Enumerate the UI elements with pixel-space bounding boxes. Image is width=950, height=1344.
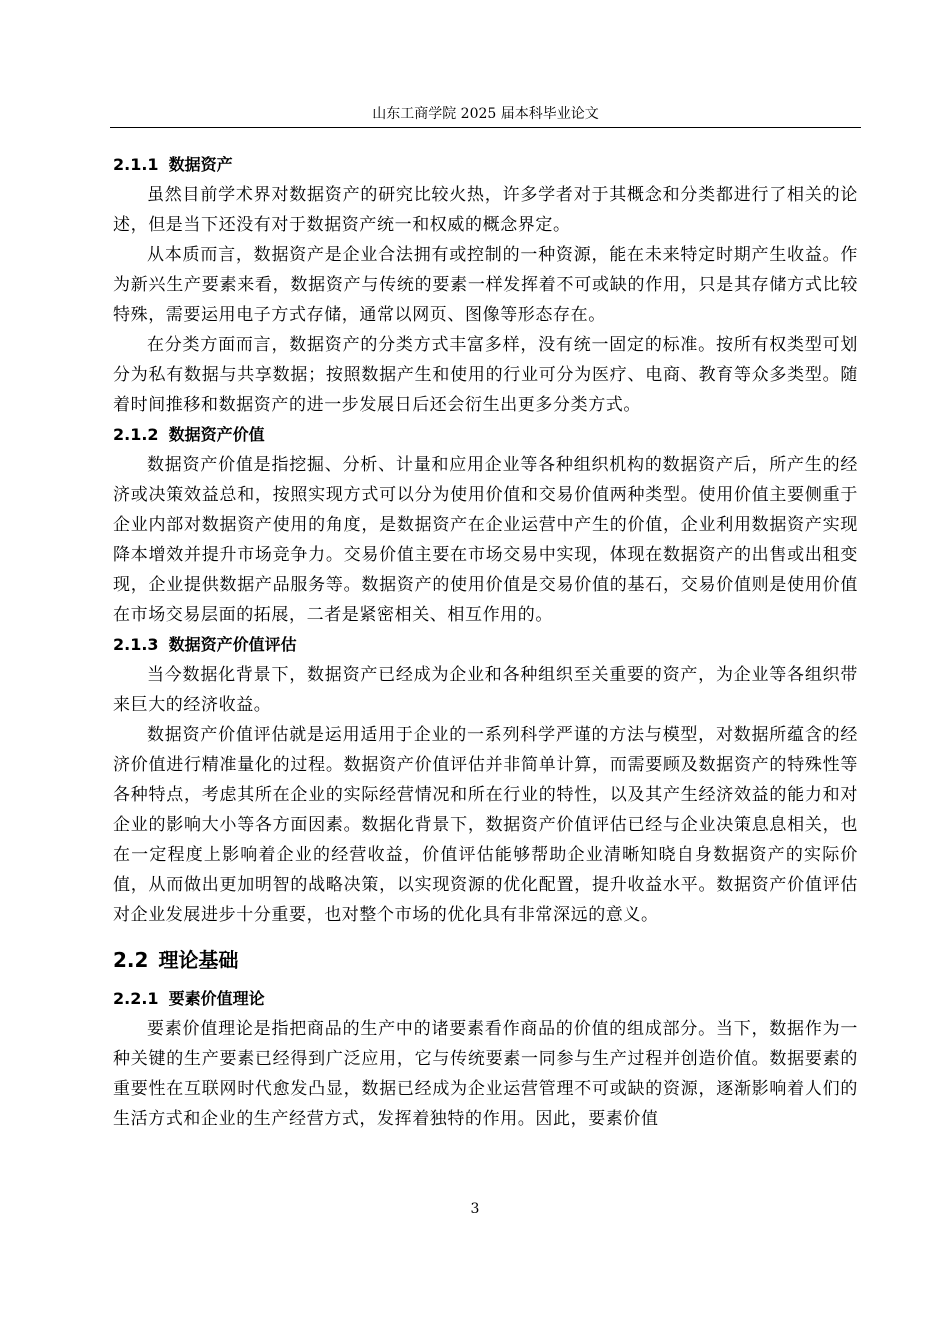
page-content bbox=[113, 150, 858, 1134]
heading-title: 数据资产价值 bbox=[168, 425, 265, 444]
heading-title: 数据资产价值评估 bbox=[168, 635, 297, 654]
paragraph: 数据资产价值是指挖掘、分析、计量和应用企业等各种组织机构的数据资产后，所产生的经济或决策效益总和，按照实现方式可以分为使用价值和交易价值两种类型。使用价值主要侧重于企业内部对数据资产使用的角度，是数据资产在企业运营中产生的价值，企业利用数据资产实现降本增效并提升市场竞争力。交易价值主要在市场交易中实现，体现在数据资产的出售或出租变现，企业提供数据产品服务等。数据资产的使用价值是交易价值的基石，交易价值则是使用价值在市场交易层面的拓展，二者是紧密相关、相互作用的。 bbox=[113, 455, 858, 625]
heading-2-1-3 bbox=[113, 630, 858, 660]
heading-number: 2.2 bbox=[113, 948, 149, 972]
heading-title: 要素价值理论 bbox=[168, 989, 265, 1008]
heading-number: 2.2.1 bbox=[113, 989, 159, 1008]
heading-2-1-2 bbox=[113, 420, 858, 450]
heading-2-2-1 bbox=[113, 984, 858, 1014]
heading-title: 数据资产 bbox=[168, 155, 233, 174]
paragraph: 数据资产价值评估就是运用适用于企业的一系列科学严谨的方法与模型，对数据所蕴含的经济价值进行精准量化的过程。数据资产价值评估并非简单计算，而需要顾及数据资产的特殊性等各种特点，考虑其所在企业的实际经营情况和所在行业的特性，以及其产生经济效益的能力和对企业的影响大小等各方面因素。数据化背景下，数据资产价值评估已经与企业决策息息相关，也在一定程度上影响着企业的经营收益，价值评估能够帮助企业清晰知晓自身数据资产的实际价值，从而做出更加明智的战略决策，以实现资源的优化配置，提升收益水平。数据资产价值评估对企业发展进步十分重要，也对整个市场的优化具有非常深远的意义。 bbox=[113, 725, 858, 925]
header-divider bbox=[110, 127, 861, 128]
heading-2-1-1 bbox=[113, 150, 858, 180]
heading-number: 2.1.3 bbox=[113, 635, 159, 654]
page-number: 3 bbox=[470, 1201, 480, 1217]
paragraph: 虽然目前学术界对数据资产的研究比较火热，许多学者对于其概念和分类都进行了相关的论述，但是当下还没有对于数据资产统一和权威的概念界定。 bbox=[113, 185, 858, 235]
running-header: 山东工商学院 2025 届本科毕业论文 bbox=[372, 106, 599, 122]
heading-2-2 bbox=[113, 940, 858, 980]
paragraph: 在分类方面而言，数据资产的分类方式丰富多样，没有统一固定的标准。按所有权类型可划分为私有数据与共享数据；按照数据产生和使用的行业可分为医疗、电商、教育等众多类型。随着时间推移和数据资产的进一步发展日后还会衍生出更多分类方式。 bbox=[113, 335, 858, 415]
heading-title: 理论基础 bbox=[158, 948, 239, 972]
paragraph: 从本质而言，数据资产是企业合法拥有或控制的一种资源，能在未来特定时期产生收益。作为新兴生产要素来看，数据资产与传统的要素一样发挥着不可或缺的作用，只是其存储方式比较特殊，需要运用电子方式存储，通常以网页、图像等形态存在。 bbox=[113, 245, 858, 325]
heading-number: 2.1.1 bbox=[113, 155, 159, 174]
paragraph: 当今数据化背景下，数据资产已经成为企业和各种组织至关重要的资产，为企业等各组织带来巨大的经济收益。 bbox=[113, 665, 858, 715]
heading-number: 2.1.2 bbox=[113, 425, 159, 444]
paragraph: 要素价值理论是指把商品的生产中的诸要素看作商品的价值的组成部分。当下，数据作为一种关键的生产要素已经得到广泛应用，它与传统要素一同参与生产过程并创造价值。数据要素的重要性在互联网时代愈发凸显，数据已经成为企业运营管理不可或缺的资源，逐渐影响着人们的生活方式和企业的生产经营方式，发挥着独特的作用。因此，要素价值 bbox=[113, 1019, 858, 1129]
